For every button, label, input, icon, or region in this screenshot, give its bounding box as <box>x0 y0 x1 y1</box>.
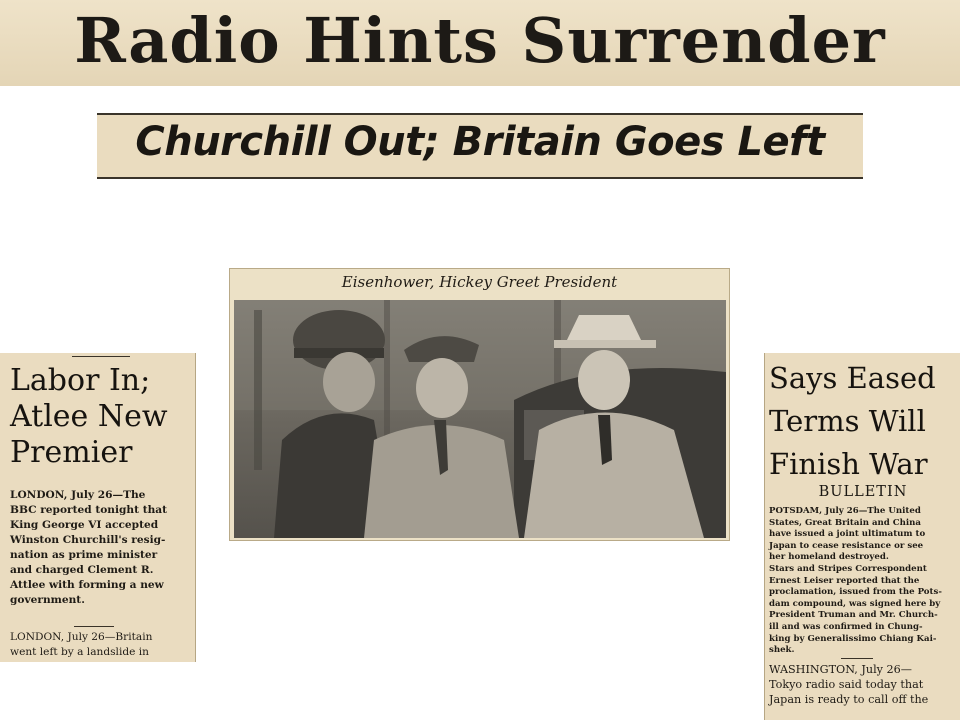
newspaper-photo <box>234 300 726 538</box>
right-article-body-continued: WASHINGTON, July 26— Tokyo radio said today that Japan is ready to call off the <box>769 663 929 706</box>
column-rule <box>72 356 130 357</box>
top-headline: Radio Hints Surrender <box>74 4 886 77</box>
headline-clipping-top <box>0 0 960 86</box>
column-rule <box>841 658 873 659</box>
left-article-body-continued: LONDON, July 26—Britain went left by a landslide in <box>10 631 153 658</box>
right-article-headline: Says Eased Terms Will Finish War <box>769 361 936 481</box>
right-article-body: POTSDAM, July 26—The United States, Great Britain and China have issued a joint ultimatum to Japan to cease resistance or see her homeland destroyed. Stars and Stripes Correspondent Ernest Leiser reported that the proclamation, issued from the Pots- dam compound, was signed here by President Truman and Mr. Church- ill and was confirmed in Chung- king by Generalissimo Chiang Kai- shek. <box>769 506 942 656</box>
article-clipping-left <box>0 353 196 662</box>
article-clipping-right <box>764 353 960 720</box>
bulletin-label: BULLETIN <box>818 484 908 500</box>
second-headline: Churchill Out; Britain Goes Left <box>135 119 825 165</box>
left-article-body: LONDON, July 26—The BBC reported tonight that King George VI accepted Winston Churchill's resig- nation as prime minister and charged Clement R. Attlee with forming a new government. <box>10 489 168 606</box>
photo-clipping <box>229 268 730 541</box>
column-rule <box>74 626 114 627</box>
headline-clipping-churchill <box>97 113 863 179</box>
left-article-headline: Labor In; Atlee New Premier <box>10 363 168 470</box>
photo-caption: Eisenhower, Hickey Greet President <box>341 273 618 291</box>
